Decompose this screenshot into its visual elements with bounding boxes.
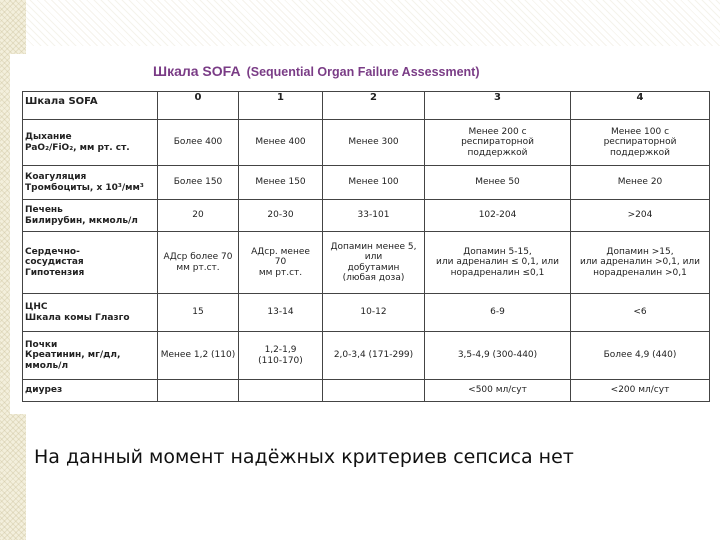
cell-line: 20 xyxy=(192,210,204,221)
cell-line: или xyxy=(364,252,383,262)
table-cell xyxy=(571,294,710,332)
cell-line: Менее 1,2 (110) xyxy=(160,350,236,361)
cell-line: респираторной xyxy=(461,137,534,148)
cell-line: норадреналин >0,1 xyxy=(593,267,687,278)
row-label-line: Гипотензия xyxy=(25,267,85,278)
table-cell xyxy=(323,380,425,402)
table-row xyxy=(23,380,710,402)
cell-line: Менее 300 xyxy=(348,137,399,148)
row-label-line: диурез xyxy=(25,385,63,396)
cell-line: Более 150 xyxy=(173,177,223,188)
cell-line: поддержкой xyxy=(610,147,670,158)
table-cell xyxy=(571,200,710,232)
row-label-line: Сердечно- xyxy=(25,246,80,257)
cell-line: 1,2-1,9 xyxy=(264,345,297,355)
header-score-3: 3 xyxy=(425,92,571,120)
table-cell xyxy=(323,232,425,294)
cell-line: Менее 200 с xyxy=(468,126,527,137)
row-label-line: ЦНС xyxy=(25,302,48,312)
cell-line: Менее 20 xyxy=(617,177,663,188)
table-cell xyxy=(239,380,323,402)
sofa-table xyxy=(22,91,710,402)
cell-line: <500 мл/сут xyxy=(468,385,527,396)
cell-line: 33-101 xyxy=(357,210,390,221)
table-row xyxy=(23,294,710,332)
cell-line: Более 4,9 (440) xyxy=(603,350,677,361)
title-ru: Шкала SOFA xyxy=(153,63,241,79)
row-label xyxy=(23,380,158,402)
header-score-1: 1 xyxy=(239,92,323,120)
table-row xyxy=(23,166,710,200)
header-score-2: 2 xyxy=(323,92,425,120)
table-cell xyxy=(239,166,323,200)
title-en: (Sequential Organ Failure Assessment) xyxy=(246,65,480,79)
cell-line: АДср. менее xyxy=(251,246,310,257)
cell-line: норадреналин ≤0,1 xyxy=(450,267,545,278)
table-cell xyxy=(323,332,425,380)
cell-line: >204 xyxy=(627,210,653,221)
table-cell xyxy=(239,232,323,294)
cell-line: 15 xyxy=(192,307,204,318)
cell-line: Менее 100 xyxy=(348,177,399,188)
table-cell xyxy=(425,166,571,200)
cell-line: поддержкой xyxy=(467,147,528,158)
cell-line: (110-170) xyxy=(258,355,303,366)
table-cell xyxy=(158,332,239,380)
cell-line: респираторной xyxy=(603,137,677,148)
table-cell xyxy=(571,380,710,402)
table-cell xyxy=(158,232,239,294)
header-score-4: 4 xyxy=(571,92,710,120)
cell-line: Допамин 5-15, xyxy=(463,246,532,257)
cell-line: 13-14 xyxy=(267,307,294,318)
decorative-top-pattern xyxy=(26,0,720,46)
table-cell xyxy=(158,166,239,200)
slide-caption: На данный момент надёжных критериев сепсиса нет xyxy=(34,446,574,468)
table-header-row xyxy=(23,92,710,120)
row-label-line: сосудистая xyxy=(25,257,84,268)
row-label-line: Дыхание xyxy=(25,132,72,142)
table-cell xyxy=(239,200,323,232)
table-cell xyxy=(158,200,239,232)
row-label xyxy=(23,200,158,232)
table-cell xyxy=(425,294,571,332)
table-row xyxy=(23,232,710,294)
table-cell xyxy=(571,120,710,166)
table-cell xyxy=(425,332,571,380)
table-title xyxy=(153,63,480,79)
row-label-line: ммоль/л xyxy=(25,360,69,371)
cell-line: добутамин xyxy=(347,262,400,273)
table-cell xyxy=(158,294,239,332)
cell-line: АДср более 70 xyxy=(163,252,233,262)
header-score-0: 0 xyxy=(158,92,239,120)
cell-line: Менее 400 xyxy=(255,137,306,148)
row-label-line: Креатинин, мг/дл, xyxy=(25,350,121,361)
cell-line: мм рт.ст. xyxy=(258,267,303,278)
table-cell xyxy=(158,380,239,402)
table-cell xyxy=(571,166,710,200)
table-cell xyxy=(425,200,571,232)
table-cell xyxy=(239,332,323,380)
table-cell xyxy=(425,232,571,294)
table-cell xyxy=(571,332,710,380)
row-label-line: Коагуляция xyxy=(25,172,87,182)
table-cell xyxy=(425,120,571,166)
row-label-line: Тромбоциты, x 10³/мм³ xyxy=(25,182,144,193)
cell-line: 20-30 xyxy=(267,210,294,221)
cell-line: мм рт.ст. xyxy=(176,262,220,273)
cell-line: Допамин менее 5, xyxy=(330,241,417,252)
cell-line: <200 мл/сут xyxy=(610,385,670,396)
table-cell xyxy=(323,166,425,200)
row-label-line: Билирубин, мкмоль/л xyxy=(25,215,138,226)
cell-line: Менее 100 с xyxy=(610,126,670,137)
table-row xyxy=(23,120,710,166)
row-label xyxy=(23,120,158,166)
cell-line: или адреналин ≤ 0,1, или xyxy=(436,257,559,268)
cell-line: <6 xyxy=(633,307,647,318)
table-cell xyxy=(239,120,323,166)
cell-line: Допамин >15, xyxy=(606,246,674,257)
table-cell xyxy=(425,380,571,402)
cell-line: 2,0-3,4 (171-299) xyxy=(333,350,414,361)
cell-line: 6-9 xyxy=(490,307,505,318)
cell-line: или адреналин >0,1, или xyxy=(579,257,701,268)
table-row xyxy=(23,332,710,380)
cell-line: (любая доза) xyxy=(342,273,405,283)
table-cell xyxy=(158,120,239,166)
row-label-line: Шкала комы Глазго xyxy=(25,312,130,323)
row-label xyxy=(23,332,158,380)
row-label-line: Почки xyxy=(25,339,58,350)
row-label xyxy=(23,232,158,294)
table-cell xyxy=(323,120,425,166)
cell-line: Менее 150 xyxy=(255,177,306,188)
header-scale-label: Шкала SOFA xyxy=(23,92,158,120)
table-cell xyxy=(323,200,425,232)
cell-line: Менее 50 xyxy=(475,177,520,188)
table-cell xyxy=(239,294,323,332)
cell-line: 3,5-4,9 (300-440) xyxy=(457,350,538,361)
table-row xyxy=(23,200,710,232)
table-cell xyxy=(323,294,425,332)
row-label-line: Печень xyxy=(25,205,63,215)
cell-line: Более 400 xyxy=(173,137,223,148)
table-cell xyxy=(571,232,710,294)
cell-line: 102-204 xyxy=(478,210,517,221)
row-label xyxy=(23,166,158,200)
row-label xyxy=(23,294,158,332)
row-label-line: PaO₂/FiO₂, мм рт. ст. xyxy=(25,142,130,153)
cell-line: 70 xyxy=(274,257,287,268)
cell-line: 10-12 xyxy=(360,307,387,318)
